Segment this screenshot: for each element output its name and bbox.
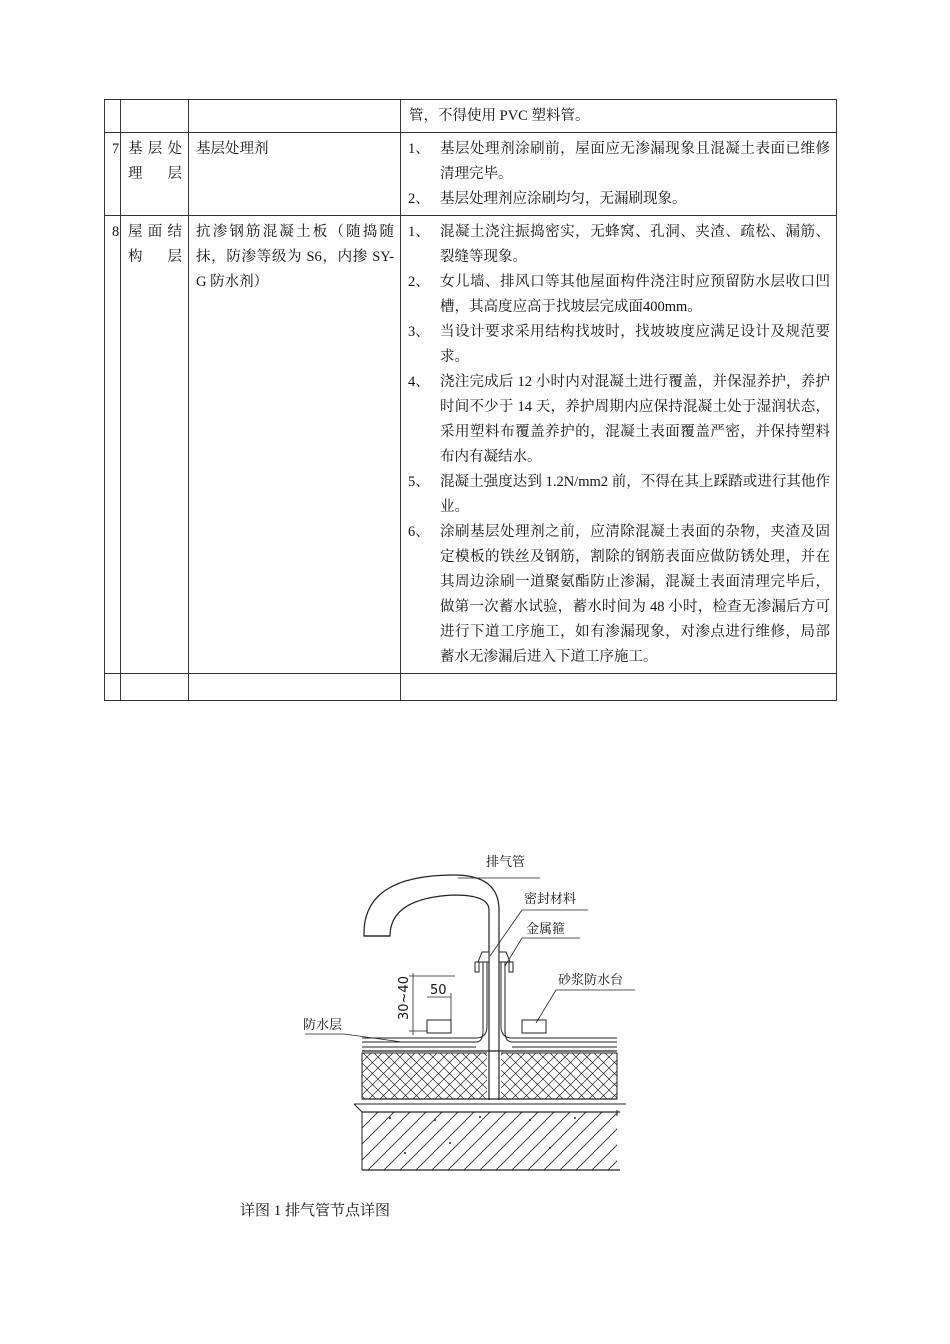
cell-no: 7 <box>105 133 121 216</box>
requirement-text: 浇注完成后 12 小时内对混凝土进行覆盖，并保湿养护，养护时间不少于 14 天，养护周期内应保持混凝土处于湿润状态，采用塑料布覆盖养护的，混凝土表面覆盖严密，并保持塑料布内有凝结水。 <box>440 374 830 465</box>
vent-pipe-detail-drawing <box>290 848 660 1183</box>
requirement-text: 基层处理剂应涂刷均匀，无漏刷现象。 <box>440 191 687 207</box>
cell-name <box>121 133 189 216</box>
requirement-item <box>408 320 830 370</box>
cell-material: 基层处理剂 <box>189 133 401 216</box>
label-vent-pipe: 排气管 <box>486 855 526 870</box>
figure-caption: 详图 1 排气管节点详图 <box>240 1203 391 1219</box>
requirement-number: 2、 <box>408 191 430 207</box>
requirement-list <box>408 137 830 212</box>
table-row <box>105 674 837 701</box>
cell-empty <box>189 674 401 701</box>
mortar-platform-left <box>427 1020 451 1033</box>
requirement-number: 1、 <box>408 224 430 240</box>
requirement-item <box>408 270 830 320</box>
cell-empty <box>401 674 837 701</box>
requirement-text: 混凝土浇注振捣密实，无蜂窝、孔洞、夹渣、疏松、漏筋、裂缝等现象。 <box>440 224 830 265</box>
cell-no <box>105 100 121 133</box>
requirement-number: 1、 <box>408 141 430 157</box>
requirement-item <box>408 370 830 470</box>
requirement-number: 4、 <box>408 374 430 390</box>
requirement-number: 5、 <box>408 474 430 490</box>
requirement-number: 3、 <box>408 324 430 340</box>
table-row <box>105 216 837 674</box>
requirement-item <box>408 520 830 670</box>
label-mortar-platform: 砂浆防水台 <box>558 973 624 988</box>
leader-lines <box>305 878 635 1042</box>
requirement-text: 女儿墙、排风口等其他屋面构件浇注时应预留防水层收口凹槽，其高度应高于找坡层完成面400mm。 <box>440 274 830 315</box>
concrete-slab <box>354 1104 626 1170</box>
cell-empty <box>121 674 189 701</box>
requirement-number: 2、 <box>408 274 430 290</box>
requirement-text: 管，不得使用 PVC 塑料管。 <box>409 108 590 124</box>
cell-no: 8 <box>105 216 121 674</box>
cell-requirement <box>401 133 837 216</box>
requirement-item <box>408 137 830 187</box>
label-waterproof-layer: 防水层 <box>303 1018 343 1033</box>
cell-material <box>189 216 401 674</box>
cell-material <box>189 100 401 133</box>
requirement-text: 混凝土强度达到 1.2N/mm2 前，不得在其上踩踏或进行其他作业。 <box>440 474 830 515</box>
requirement-item <box>408 220 830 270</box>
requirement-text: 涂刷基层处理剂之前，应清除混凝土表面的杂物，夹渣及固定模板的铁丝及钢筋，割除的钢筋表面应做防锈处理，并在其周边涂刷一道聚氨酯防止渗漏，混凝土表面清理完毕后，做第一次蓄水试验，蓄水时间为 48 小时，检查无渗漏后方可进行下道工序施工，如有渗漏现象，对渗点进行维修，局部蓄水无渗漏后进入下道工序施工。 <box>440 524 830 665</box>
cell-requirement <box>401 216 837 674</box>
table-row <box>105 133 837 216</box>
layer-name: 屋面结构层 <box>128 224 182 265</box>
requirement-list <box>408 220 830 670</box>
requirement-item <box>408 187 830 212</box>
cell-empty <box>105 674 121 701</box>
dim-height-label: 30~40 <box>397 976 412 1020</box>
dim-width-label: 50 <box>430 983 447 998</box>
requirement-number: 6、 <box>408 524 430 540</box>
label-sealant: 密封材料 <box>524 892 577 907</box>
cell-requirement <box>401 100 837 133</box>
label-metal-hoop: 金属箍 <box>526 922 566 937</box>
cell-name <box>121 216 189 674</box>
cell-name <box>121 100 189 133</box>
layer-name: 基层处理层 <box>128 141 182 182</box>
spec-table <box>104 99 837 701</box>
requirement-text: 当设计要求采用结构找坡时，找坡坡度应满足设计及规范要求。 <box>440 324 830 365</box>
mortar-platform-right <box>522 1020 546 1033</box>
requirement-text: 基层处理剂涂刷前，屋面应无渗漏现象且混凝土表面已维修清理完毕。 <box>440 141 830 182</box>
table-row <box>105 100 837 133</box>
material-text: 抗渗钢筋混凝土板（随捣随抹，防渗等级为 S6，内掺 SY-G 防水剂） <box>196 224 394 290</box>
requirement-item <box>408 470 830 520</box>
